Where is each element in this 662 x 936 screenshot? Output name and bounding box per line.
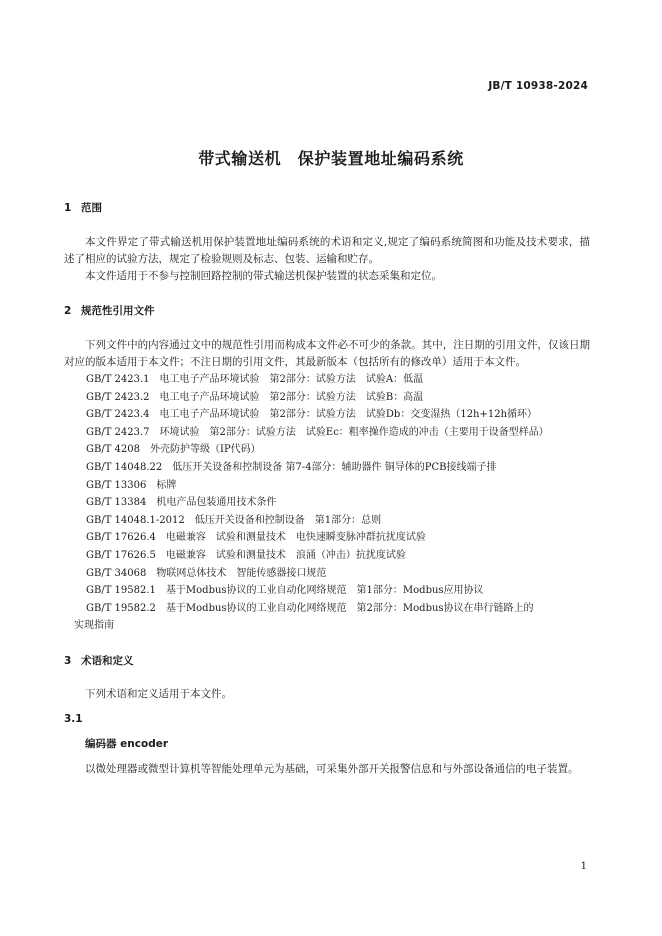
page-number: 1 (580, 861, 587, 872)
reference-item: GB/T 17626.5 电磁兼容 试验和测量技术 浪涌（冲击）抗扰度试验 (86, 549, 406, 561)
normative-refs-intro: 下列文件中的内容通过文中的规范性引用而构成本文件必不可少的条款。其中，注日期的引用文件，仅该日期对应的版本适用于本文件；不注日期的引用文件，其最新版本（包括所有的修改单）适用于本文件。 (64, 339, 590, 368)
terms-intro: 下列术语和定义适用于本文件。 (85, 687, 232, 700)
reference-item: GB/T 19582.1 基于Modbus协议的工业自动化网络规范 第1部分：Modbus应用协议 (86, 585, 484, 597)
term-definition: 以微处理器或微型计算机等智能处理单元为基础，可采集外部开关报警信息和与外部设备通信的电子装置。 (85, 762, 579, 775)
reference-item-line: GB/T 19582.2 基于Modbus协议的工业自动化网络规范 第2部分：Modbus协议在串行链路上的 (86, 602, 534, 614)
reference-item-line: 实现指南 (74, 620, 114, 632)
section-number: 1 (64, 202, 72, 214)
reference-item: GB/T 14048.1-2012 低压开关设备和控制设备 第1部分：总则 (86, 514, 382, 526)
reference-item: GB/T 2423.1 电工电子产品环境试验 第2部分：试验方法 试验A：低温 (86, 374, 424, 385)
standard-code: JB/T 10938-2024 (488, 80, 588, 92)
reference-item (64, 600, 590, 618)
subsection-number: 3.1 (64, 712, 83, 725)
reference-item-continuation (64, 617, 590, 635)
section-title: 术语和定义 (81, 654, 134, 667)
section-heading-normative-refs (64, 303, 590, 320)
reference-item: GB/T 13306 标牌 (86, 479, 177, 491)
section-title: 范围 (81, 202, 102, 214)
reference-item: GB/T 34068 物联网总体技术 智能传感器接口规范 (86, 567, 327, 579)
section-title: 规范性引用文件 (81, 305, 155, 317)
reference-item: GB/T 17626.4 电磁兼容 试验和测量技术 电快速瞬变脉冲群抗扰度试验 (86, 532, 426, 544)
term-entry: 编码器 encoder (85, 737, 169, 750)
reference-item: GB/T 13384 机电产品包装通用技术条件 (86, 497, 277, 509)
section-heading-terms (64, 653, 590, 670)
scope-paragraph: 本文件界定了带式输送机用保护装置地址编码系统的术语和定义,规定了编码系统简图和功能及技术要求，描述了相应的试验方法，规定了检验规则及标志、包装、运输和贮存。 (64, 236, 590, 265)
reference-item: GB/T 2423.4 电工电子产品环境试验 第2部分：试验方法 试验Db：交变湿热（12h+12h循环） (86, 409, 538, 421)
section-number: 2 (64, 305, 72, 317)
section-number: 3 (64, 654, 72, 667)
reference-item: GB/T 2423.7 环境试验 第2部分：试验方法 试验Ec：粗率操作造成的冲击（主要用于设备型样品） (86, 426, 549, 438)
document-body (64, 200, 590, 778)
reference-item: GB/T 4208 外壳防护等级（IP代码） (86, 444, 261, 456)
reference-item: GB/T 14048.22 低压开关设备和控制设备 第7-4部分：辅助器件 铜导体的PCB接线端子排 (86, 461, 497, 473)
section-heading-scope (64, 200, 590, 217)
reference-item: GB/T 2423.2 电工电子产品环境试验 第2部分：试验方法 试验B：高温 (86, 391, 424, 403)
scope-paragraph: 本文件适用于不参与控制回路控制的带式输送机保护装置的状态采集和定位。 (85, 270, 442, 282)
document-title: 带式输送机 保护装置地址编码系统 (198, 149, 464, 168)
